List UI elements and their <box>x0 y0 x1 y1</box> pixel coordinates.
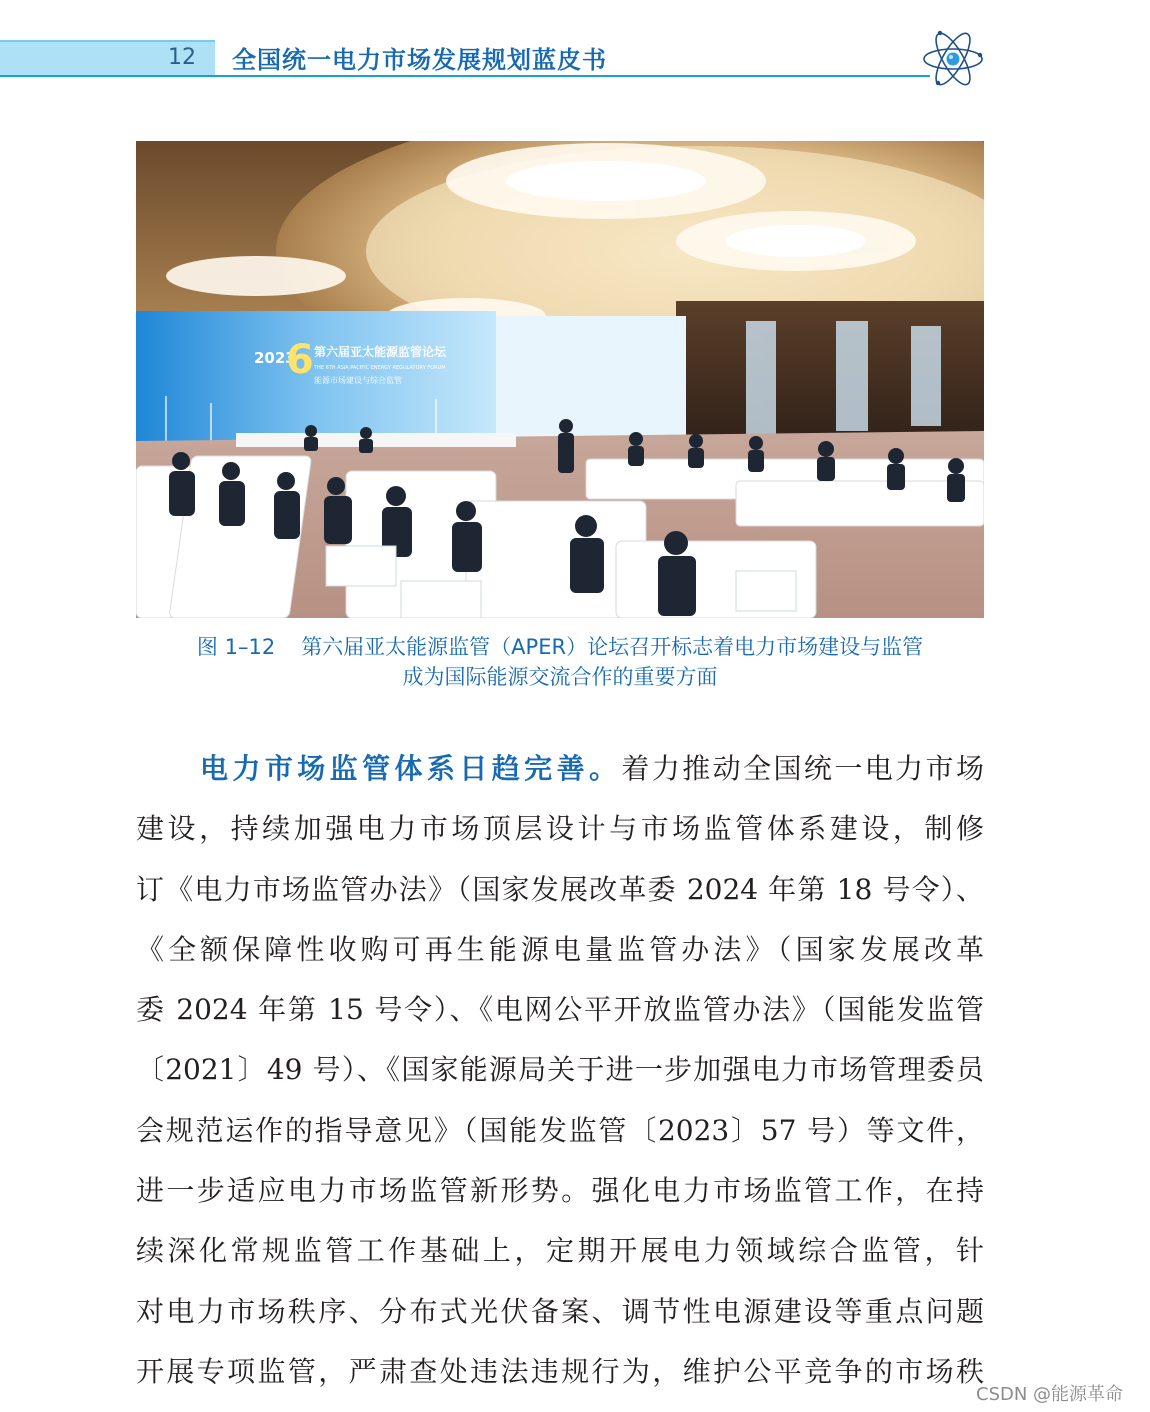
body-line: 委 2024 年第 15 号令）、《电网公平开放监管办法》（国能发监管 <box>136 993 984 1027</box>
body-line: 〔2021〕49 号）、《国家能源局关于进一步加强电力市场管理委员 <box>136 1053 984 1087</box>
body-line-1 <box>136 739 984 799</box>
header-rule <box>0 75 930 77</box>
page-number: 12 <box>168 45 196 70</box>
body-line: 续深化常规监管工作基础上，定期开展电力领域综合监管，针 <box>136 1234 984 1268</box>
forum-photo <box>136 141 984 618</box>
screen-title: 第六届亚太能源监管论坛 <box>314 345 447 359</box>
body-line: 《全额保障性收购可再生能源电量监管办法》（国家发展改革 <box>136 932 984 966</box>
caption-line-1 <box>136 632 984 662</box>
body-line: 对电力市场秩序、分布式光伏备案、调节性电源建设等重点问题 <box>136 1294 984 1328</box>
screen-subtitle: THE 6TH ASIA PACIFIC ENERGY REGULATORY FORUM <box>314 365 446 371</box>
screen-year: 2023 <box>254 349 296 367</box>
body-line: 会规范运作的指导意见》（国能发监管〔2023〕57 号）等文件， <box>136 1113 984 1147</box>
caption-text-1: 第六届亚太能源监管（APER）论坛召开标志着电力市场建设与监管 <box>301 635 924 659</box>
figure-caption <box>136 632 984 692</box>
lead-phrase: 电力市场监管体系日趋完善。 <box>200 752 622 785</box>
book-title: 全国统一电力市场发展规划蓝皮书 <box>232 46 607 74</box>
body-paragraph <box>136 739 984 1402</box>
caption-line-2: 成为国际能源交流合作的重要方面 <box>402 665 718 689</box>
header-band-top-line <box>0 40 215 42</box>
watermark: CSDN @能源革命 <box>976 1384 1124 1405</box>
atom-icon <box>920 28 986 90</box>
screen-number: 6 <box>286 337 314 383</box>
body-line: 建设，持续加强电力市场顶层设计与市场监管体系建设，制修 <box>136 812 984 846</box>
body-line: 开展专项监管，严肃查处违法违规行为，维护公平竞争的市场秩 <box>136 1354 984 1388</box>
body-line: 订《电力市场监管办法》（国家发展改革委 2024 年第 18 号令）、 <box>136 872 984 906</box>
body-line: 进一步适应电力市场监管新形势。强化电力市场监管工作，在持 <box>136 1174 984 1208</box>
body-line-1-rest: 着力推动全国统一电力市场 <box>621 752 984 785</box>
figure-number: 图 1–12 <box>196 635 276 659</box>
screen-theme: 能源市场建设与综合监管 <box>314 376 402 385</box>
